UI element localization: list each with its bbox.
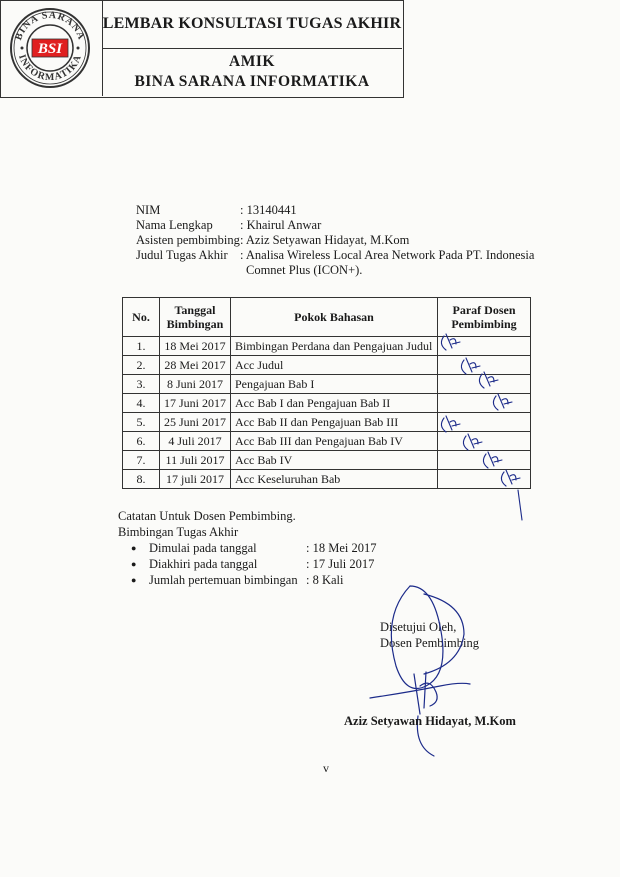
row-topic: Acc Keseluruhan Bab xyxy=(231,470,438,489)
thesis-value-line2: Comnet Plus (ICON+). xyxy=(246,263,363,277)
approval-line1: Disetujui Oleh, xyxy=(380,620,457,634)
logo-text-bottom: INFORMATIKA xyxy=(16,52,85,84)
notes-heading: Catatan Untuk Dosen Pembimbing. xyxy=(118,509,296,523)
institution-block xyxy=(102,48,402,96)
row-no: 2. xyxy=(123,356,160,375)
paraf-signatures xyxy=(430,330,540,530)
note-item-label: Dimulai pada tanggal xyxy=(149,541,257,555)
row-no: 7. xyxy=(123,451,160,470)
note-item-label: Jumlah pertemuan bimbingan xyxy=(149,573,298,587)
header-date xyxy=(160,298,231,337)
row-topic: Acc Bab IV xyxy=(231,451,438,470)
row-topic: Acc Judul xyxy=(231,356,438,375)
advisor-value: : Aziz Setyawan Hidayat, M.Kom xyxy=(240,233,410,247)
row-date: 18 Mei 2017 xyxy=(160,337,231,356)
paraf-mark-3 xyxy=(479,372,498,388)
paraf-mark-1 xyxy=(441,334,460,350)
nim-label: NIM xyxy=(136,203,161,217)
row-date: 11 Juli 2017 xyxy=(160,451,231,470)
logo-cell xyxy=(0,0,103,96)
header-box xyxy=(0,0,404,98)
row-topic: Acc Bab III dan Pengajuan Bab IV xyxy=(231,432,438,451)
bullet-icon: ● xyxy=(131,575,137,585)
advisor-label: Asisten pembimbing xyxy=(136,233,240,247)
thesis-value-line1: : Analisa Wireless Local Area Network Pada PT. Indonesia xyxy=(240,248,535,262)
logo-monogram: BSI xyxy=(37,41,63,57)
header-date-line2: Bimbingan xyxy=(166,317,224,331)
paraf-mark-8 xyxy=(501,470,522,520)
notes-subheading: Bimbingan Tugas Akhir xyxy=(118,525,239,539)
document-title: LEMBAR KONSULTASI TUGAS AKHIR xyxy=(102,0,402,49)
row-date: 4 Juli 2017 xyxy=(160,432,231,451)
logo-text-top: BINA SARANA xyxy=(13,9,87,42)
paraf-mark-7 xyxy=(483,452,502,468)
note-item-value: : 18 Mei 2017 xyxy=(306,541,377,555)
header-paraf-line1: Paraf Dosen xyxy=(452,303,516,317)
bullet-icon: ● xyxy=(131,543,137,553)
row-date: 17 Juni 2017 xyxy=(160,394,231,413)
svg-text:BINA SARANA xyxy=(13,10,87,42)
row-no: 4. xyxy=(123,394,160,413)
header-no: No. xyxy=(123,298,160,337)
row-topic: Pengajuan Bab I xyxy=(231,375,438,394)
paraf-mark-2 xyxy=(461,358,480,374)
page-number: v xyxy=(323,761,329,775)
note-item-value: : 8 Kali xyxy=(306,573,344,587)
institution-short: AMIK xyxy=(229,53,275,70)
row-topic: Bimbingan Perdana dan Pengajuan Judul xyxy=(231,337,438,356)
row-topic: Acc Bab I dan Pengajuan Bab II xyxy=(231,394,438,413)
name-label: Nama Lengkap xyxy=(136,218,213,232)
name-value: : Khairul Anwar xyxy=(240,218,322,232)
row-date: 25 Juni 2017 xyxy=(160,413,231,432)
row-topic: Acc Bab II dan Pengajuan Bab III xyxy=(231,413,438,432)
signature xyxy=(360,576,480,766)
row-date: 17 juli 2017 xyxy=(160,470,231,489)
row-no: 3. xyxy=(123,375,160,394)
header-paraf-line2: Pembimbing xyxy=(451,317,517,331)
row-date: 28 Mei 2017 xyxy=(160,356,231,375)
paraf-mark-6 xyxy=(463,434,482,450)
thesis-label: Judul Tugas Akhir xyxy=(136,248,228,262)
approval-line2: Dosen Pembimbing xyxy=(380,636,479,650)
header-topic: Pokok Bahasan xyxy=(231,298,438,337)
institution-full: BINA SARANA INFORMATIKA xyxy=(134,73,370,90)
paraf-mark-4 xyxy=(493,394,512,410)
header-date-line1: Tanggal xyxy=(174,303,216,317)
nim-value: : 13140441 xyxy=(240,203,297,217)
row-date: 8 Juni 2017 xyxy=(160,375,231,394)
note-item-label: Diakhiri pada tanggal xyxy=(149,557,258,571)
row-no: 8. xyxy=(123,470,160,489)
note-item-value: : 17 Juli 2017 xyxy=(306,557,375,571)
bullet-icon: ● xyxy=(131,559,137,569)
row-no: 6. xyxy=(123,432,160,451)
bsi-logo xyxy=(8,6,92,90)
signer-name: Aziz Setyawan Hidayat, M.Kom xyxy=(344,714,516,728)
paraf-mark-5 xyxy=(441,416,460,432)
row-no: 1. xyxy=(123,337,160,356)
row-no: 5. xyxy=(123,413,160,432)
